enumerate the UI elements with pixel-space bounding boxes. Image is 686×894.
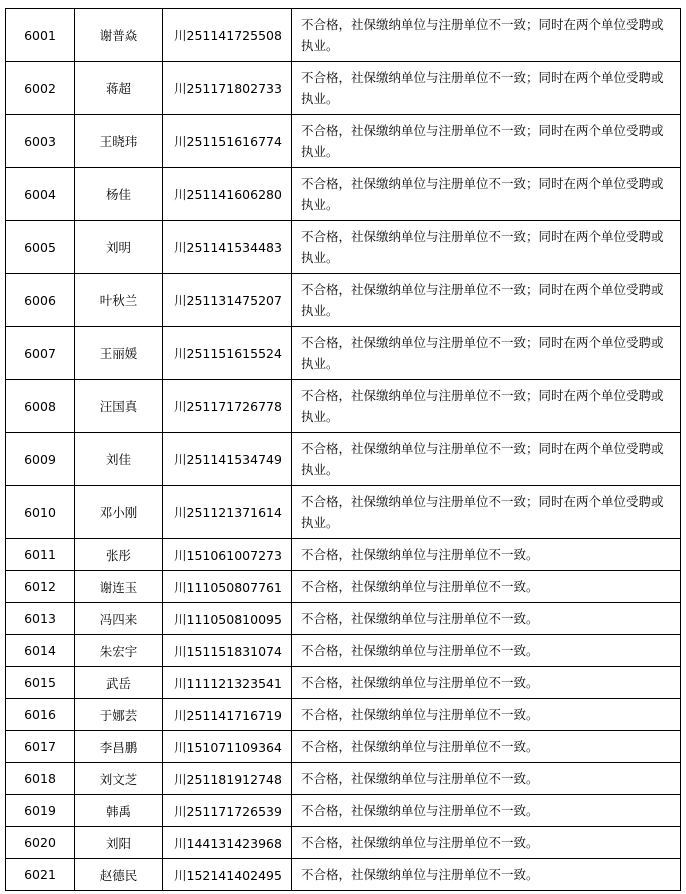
person-name: 刘文芝	[75, 763, 163, 795]
certificate-number: 川251141725508	[163, 9, 292, 62]
certificate-number: 川251171726539	[163, 795, 292, 827]
review-result: 不合格，社保缴纳单位与注册单位不一致。	[292, 635, 681, 667]
person-name: 谢连玉	[75, 571, 163, 603]
row-number: 6012	[6, 571, 75, 603]
table-row	[6, 9, 681, 62]
table-row	[6, 274, 681, 327]
review-result: 不合格，社保缴纳单位与注册单位不一致；同时在两个单位受聘或执业。	[292, 433, 681, 486]
review-result: 不合格，社保缴纳单位与注册单位不一致。	[292, 699, 681, 731]
certificate-number: 川251131475207	[163, 274, 292, 327]
person-name: 韩禹	[75, 795, 163, 827]
certificate-number: 川151071109364	[163, 731, 292, 763]
review-result: 不合格，社保缴纳单位与注册单位不一致。	[292, 731, 681, 763]
table-row	[6, 327, 681, 380]
review-result: 不合格，社保缴纳单位与注册单位不一致；同时在两个单位受聘或执业。	[292, 221, 681, 274]
row-number: 6004	[6, 168, 75, 221]
row-number: 6006	[6, 274, 75, 327]
person-name: 叶秋兰	[75, 274, 163, 327]
certificate-number: 川251141534483	[163, 221, 292, 274]
certificate-number: 川251171802733	[163, 62, 292, 115]
person-name: 王丽媛	[75, 327, 163, 380]
table-row	[6, 699, 681, 731]
table-row	[6, 795, 681, 827]
certificate-number: 川152141402495	[163, 859, 292, 891]
row-number: 6014	[6, 635, 75, 667]
row-number: 6011	[6, 539, 75, 571]
table-row	[6, 115, 681, 168]
review-result: 不合格，社保缴纳单位与注册单位不一致；同时在两个单位受聘或执业。	[292, 9, 681, 62]
person-name: 王晓玮	[75, 115, 163, 168]
person-name: 冯四来	[75, 603, 163, 635]
certificate-number: 川151061007273	[163, 539, 292, 571]
person-name: 刘佳	[75, 433, 163, 486]
row-number: 6009	[6, 433, 75, 486]
person-name: 朱宏宇	[75, 635, 163, 667]
certificate-number: 川251151615524	[163, 327, 292, 380]
review-result: 不合格，社保缴纳单位与注册单位不一致。	[292, 603, 681, 635]
review-result: 不合格，社保缴纳单位与注册单位不一致；同时在两个单位受聘或执业。	[292, 274, 681, 327]
certificate-number: 川251181912748	[163, 763, 292, 795]
row-number: 6007	[6, 327, 75, 380]
review-result: 不合格，社保缴纳单位与注册单位不一致。	[292, 763, 681, 795]
review-result: 不合格，社保缴纳单位与注册单位不一致；同时在两个单位受聘或执业。	[292, 327, 681, 380]
certificate-number: 川251151616774	[163, 115, 292, 168]
table-row	[6, 221, 681, 274]
review-result: 不合格，社保缴纳单位与注册单位不一致。	[292, 571, 681, 603]
table-row	[6, 486, 681, 539]
table-row	[6, 667, 681, 699]
table-row	[6, 168, 681, 221]
review-result: 不合格，社保缴纳单位与注册单位不一致。	[292, 667, 681, 699]
person-name: 蒋超	[75, 62, 163, 115]
row-number: 6010	[6, 486, 75, 539]
table-row	[6, 763, 681, 795]
certificate-number: 川111050810095	[163, 603, 292, 635]
row-number: 6015	[6, 667, 75, 699]
row-number: 6016	[6, 699, 75, 731]
person-name: 刘明	[75, 221, 163, 274]
row-number: 6018	[6, 763, 75, 795]
person-name: 于娜芸	[75, 699, 163, 731]
certificate-number: 川111050807761	[163, 571, 292, 603]
person-name: 汪国真	[75, 380, 163, 433]
table-row	[6, 859, 681, 891]
table-row	[6, 635, 681, 667]
table-row	[6, 571, 681, 603]
table-row	[6, 731, 681, 763]
certificate-number: 川251141606280	[163, 168, 292, 221]
row-number: 6017	[6, 731, 75, 763]
review-result: 不合格，社保缴纳单位与注册单位不一致。	[292, 827, 681, 859]
certificate-number: 川251141534749	[163, 433, 292, 486]
row-number: 6013	[6, 603, 75, 635]
review-result: 不合格，社保缴纳单位与注册单位不一致。	[292, 795, 681, 827]
certificate-number: 川251121371614	[163, 486, 292, 539]
row-number: 6005	[6, 221, 75, 274]
row-number: 6003	[6, 115, 75, 168]
results-table	[5, 8, 681, 891]
person-name: 刘阳	[75, 827, 163, 859]
row-number: 6008	[6, 380, 75, 433]
row-number: 6001	[6, 9, 75, 62]
person-name: 赵德民	[75, 859, 163, 891]
row-number: 6020	[6, 827, 75, 859]
table-row	[6, 827, 681, 859]
person-name: 杨佳	[75, 168, 163, 221]
table-row	[6, 603, 681, 635]
person-name: 邓小刚	[75, 486, 163, 539]
person-name: 武岳	[75, 667, 163, 699]
row-number: 6019	[6, 795, 75, 827]
table-row	[6, 380, 681, 433]
review-result: 不合格，社保缴纳单位与注册单位不一致。	[292, 539, 681, 571]
review-result: 不合格，社保缴纳单位与注册单位不一致；同时在两个单位受聘或执业。	[292, 486, 681, 539]
table-row	[6, 62, 681, 115]
certificate-number: 川111121323541	[163, 667, 292, 699]
review-result: 不合格，社保缴纳单位与注册单位不一致；同时在两个单位受聘或执业。	[292, 62, 681, 115]
review-result: 不合格，社保缴纳单位与注册单位不一致；同时在两个单位受聘或执业。	[292, 115, 681, 168]
person-name: 李昌鹏	[75, 731, 163, 763]
row-number: 6021	[6, 859, 75, 891]
results-table-body	[6, 9, 681, 891]
review-result: 不合格，社保缴纳单位与注册单位不一致。	[292, 859, 681, 891]
certificate-number: 川151151831074	[163, 635, 292, 667]
certificate-number: 川251141716719	[163, 699, 292, 731]
review-result: 不合格，社保缴纳单位与注册单位不一致；同时在两个单位受聘或执业。	[292, 380, 681, 433]
row-number: 6002	[6, 62, 75, 115]
review-result: 不合格，社保缴纳单位与注册单位不一致；同时在两个单位受聘或执业。	[292, 168, 681, 221]
person-name: 谢普焱	[75, 9, 163, 62]
person-name: 张彤	[75, 539, 163, 571]
table-row	[6, 433, 681, 486]
certificate-number: 川144131423968	[163, 827, 292, 859]
certificate-number: 川251171726778	[163, 380, 292, 433]
table-row	[6, 539, 681, 571]
